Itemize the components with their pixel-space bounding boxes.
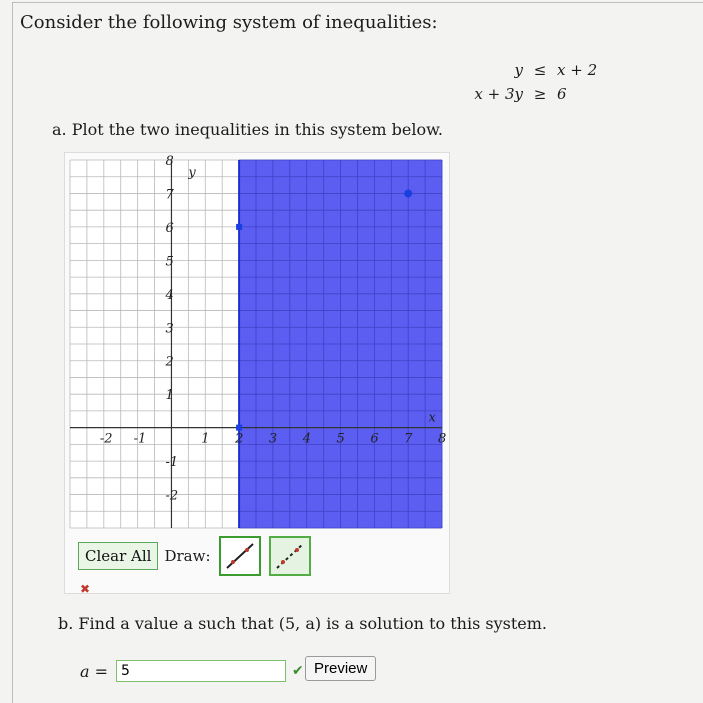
answer-input[interactable] <box>116 660 286 682</box>
draw-label: Draw: <box>164 547 211 565</box>
dashed-line-tool[interactable] <box>269 536 311 576</box>
line-handle-bottom[interactable] <box>236 425 242 431</box>
preview-button[interactable]: Preview <box>305 656 376 681</box>
x-tick-label: 8 <box>438 431 447 447</box>
y-tick-label: 3 <box>165 321 174 337</box>
x-tick-label: 2 <box>235 431 244 447</box>
graph-canvas[interactable] <box>70 154 447 528</box>
part-a-prompt: a. Plot the two inequalities in this system below. <box>52 120 444 139</box>
graph-toolbar <box>78 536 311 576</box>
y-tick-label: -2 <box>165 488 179 504</box>
inequality-rhs: x + 2 <box>557 61 598 79</box>
clear-all-button[interactable]: Clear All <box>78 542 158 570</box>
inequality-row-1 <box>455 58 617 82</box>
solid-line-icon <box>221 538 259 574</box>
error-icon: ✖ <box>80 582 91 596</box>
inequality-lhs: x + 3y <box>474 85 523 103</box>
y-tick-label: 5 <box>165 254 174 270</box>
y-tick-label: 4 <box>165 287 174 303</box>
inequality-row-2 <box>455 82 617 106</box>
y-tick-label: -1 <box>165 455 179 471</box>
x-tick-label: 5 <box>336 431 345 447</box>
inequality-system <box>455 58 617 106</box>
x-tick-label: -1 <box>133 431 147 447</box>
y-axis-label: y <box>188 165 196 181</box>
dashed-line-icon <box>271 538 309 574</box>
plotted-point[interactable] <box>404 189 412 197</box>
checkmark-icon: ✔ <box>292 663 304 679</box>
solid-line-tool[interactable] <box>219 536 261 576</box>
x-axis-label: x <box>428 410 436 426</box>
question-intro: Consider the following system of inequalities: <box>20 12 438 33</box>
y-tick-label: 6 <box>165 220 174 236</box>
inequality-rhs: 6 <box>557 85 567 103</box>
x-tick-label: -2 <box>99 431 113 447</box>
y-tick-label: 7 <box>165 187 174 203</box>
answer-row <box>80 660 304 682</box>
inequality-lhs: y <box>514 61 523 79</box>
inequality-relation: ≥ <box>533 85 547 103</box>
x-tick-label: 7 <box>404 431 413 447</box>
answer-variable-label: a = <box>80 661 109 681</box>
y-tick-label: 2 <box>165 354 174 370</box>
x-tick-label: 6 <box>370 431 379 447</box>
x-tick-label: 3 <box>268 431 278 447</box>
x-tick-label: 4 <box>302 431 312 447</box>
y-tick-label: 1 <box>165 388 174 404</box>
inequality-relation: ≤ <box>533 61 547 79</box>
part-b-prompt: b. Find a value a such that (5, a) is a solution to this system. <box>58 614 547 633</box>
x-tick-label: 1 <box>201 431 210 447</box>
y-tick-label: 8 <box>165 154 174 169</box>
line-handle-top[interactable] <box>236 224 242 230</box>
